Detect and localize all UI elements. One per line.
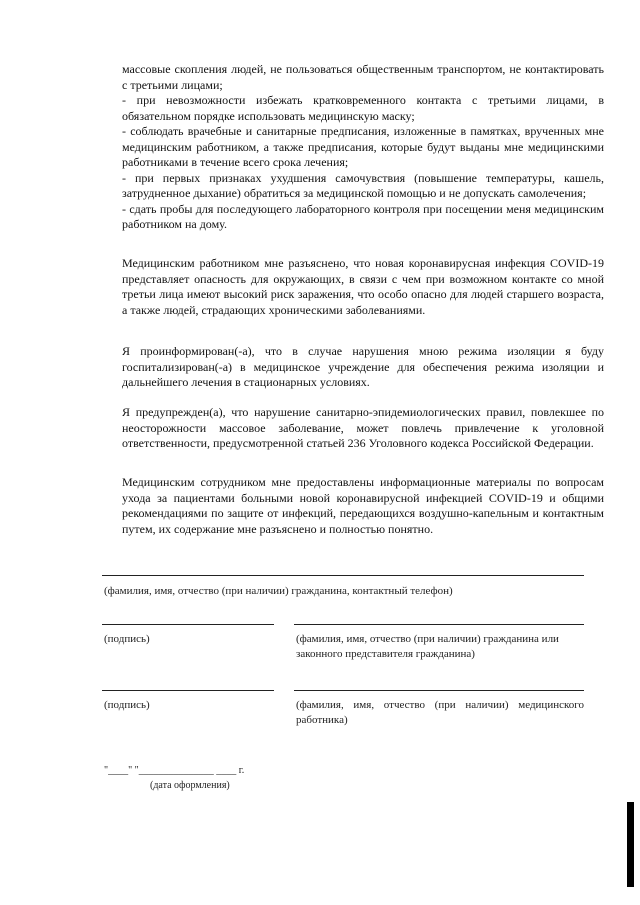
med-worker-line [294, 690, 584, 691]
paragraph-text: Я предупрежден(а), что нарушение санитарно-эпидемиологических правил, повлекшее по неосторожности массовое заболевание, может повлечь привлечение к уголовной ответственности, предусмотренной статьей 236 Уголовного кодекса Российской Федерации. [122, 405, 604, 450]
citizen-line [102, 575, 584, 576]
paragraph-text: Я проинформирован(-а), что в случае нарушения мною режима изоляции я буду госпитализирован(-а) в медицинское учреждение для обеспечения режима изоляции и дальнейшего лечения в стационарных условиях. [122, 344, 604, 389]
date-caption: (дата оформления) [150, 780, 230, 791]
signature-caption-2: (подпись) [104, 699, 150, 711]
representative-caption: (фамилия, имя, отчество (при наличии) гражданина или законного представителя гражданина) [296, 633, 559, 660]
paragraph-risk [122, 256, 604, 318]
representative-line [294, 624, 584, 625]
paragraph-text: Медицинским работником мне разъяснено, что новая коронавирусная инфекция COVID-19 представляет опасность для окружающих, в связи с чем при возможном контакте со мной третьи лица имеют высокий риск заражения, что особо опасно для людей старшего возраста, а также людей, страдающих хроническими заболеваниями. [122, 256, 604, 317]
signature-line-2 [102, 690, 274, 691]
paragraph-liability [122, 405, 604, 452]
scan-edge-mark [627, 802, 634, 887]
date-line: "____" "_______________ ____ г. [104, 765, 245, 776]
instruction-text: - при первых признаках ухудшения самочувствия (повышение температуры, кашель, затрудненное дыхание) обратиться за медицинской помощью и не допускать самолечения; [122, 170, 604, 200]
med-worker-caption: (фамилия, имя, отчество (при наличии) медицинского работника) [296, 699, 584, 726]
paragraph-hospitalization [122, 344, 604, 391]
instruction-text: - сдать пробы для последующего лабораторного контроля при посещении меня медицинским работником на дому. [122, 201, 604, 231]
citizen-caption: (фамилия, имя, отчество (при наличии) гражданина, контактный телефон) [104, 585, 453, 597]
paragraph-text: Медицинским сотрудником мне предоставлены информационные материалы по вопросам ухода за пациентами больными новой коронавирусной инфекцией COVID-19 и общими рекомендациями по защите от инфекций, передающихся воздушно-капельным и контактным путем, их содержание мне разъяснено и полностью понятно. [122, 475, 604, 536]
instruction-text: массовые скопления людей, не пользоваться общественным транспортом, не контактировать с третьими лицами; [122, 62, 604, 92]
signature-caption-1: (подпись) [104, 633, 150, 645]
signature-line-1 [102, 624, 274, 625]
instruction-text: - соблюдать врачебные и санитарные предписания, изложенные в памятках, врученных мне медицинским работником, а также предписания, которые будут выданы мне медицинскими работниками в течение всего срока лечения; [122, 124, 604, 169]
paragraph-materials [122, 475, 604, 537]
instructions-list [122, 62, 604, 233]
instruction-text: - при невозможности избежать кратковременного контакта с третьими лицами, в обязательном порядке использовать медицинскую маску; [122, 93, 604, 123]
